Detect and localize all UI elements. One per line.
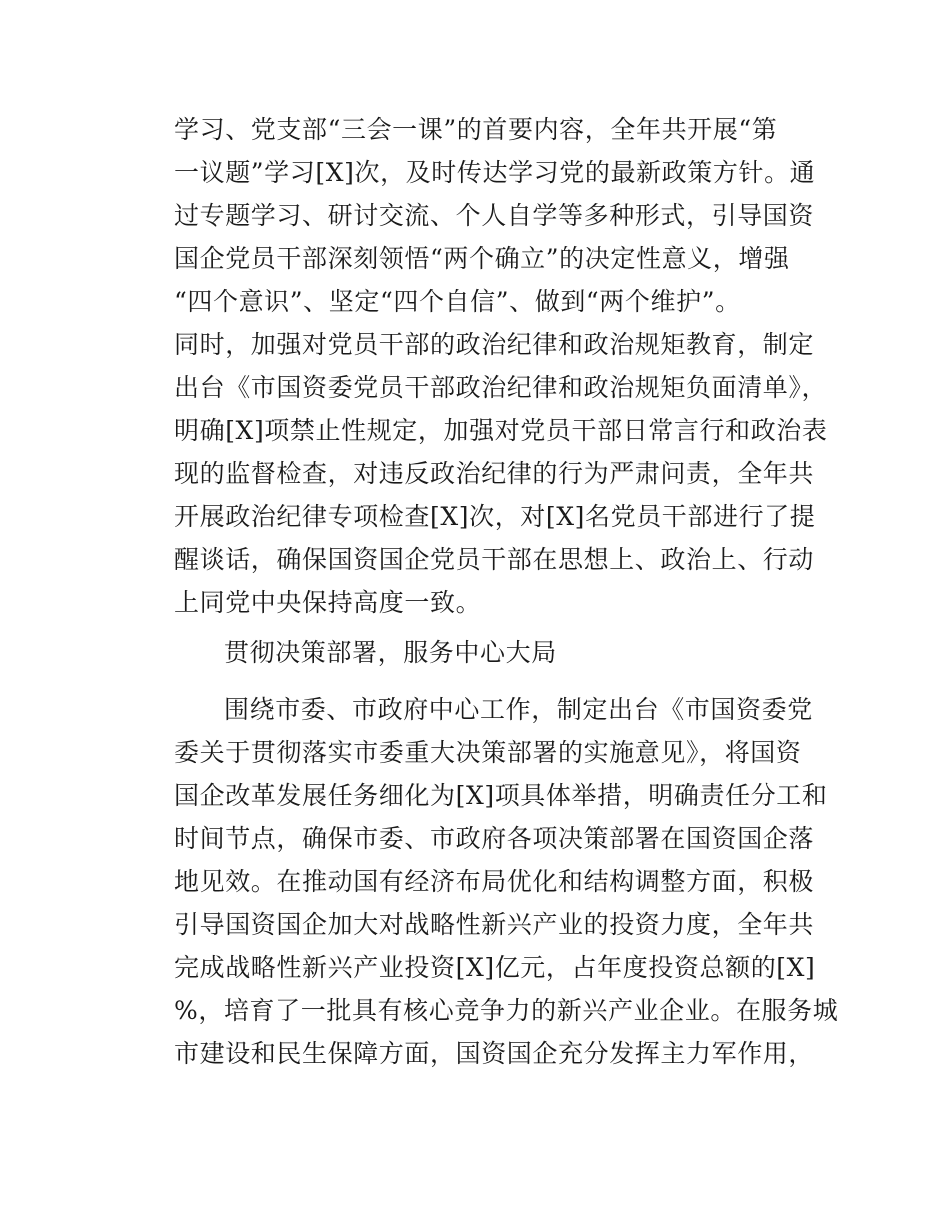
paragraph-line: “四个意识”、坚定“四个自信”、做到“两个维护”。 <box>174 287 741 316</box>
paragraph-line: 明确[X]项禁止性规定，加强对党员干部日常言行和政治表 <box>174 416 828 445</box>
paragraph-line: 围绕市委、市政府中心工作，制定出台《市国资委党 <box>224 695 813 724</box>
paragraph-line: 一议题”学习[X]次，及时传达学习党的最新政策方针。通 <box>174 158 816 187</box>
paragraph-line: %，培育了一批具有核心竞争力的新兴产业企业。在服务城 <box>174 996 839 1025</box>
paragraph-line: 引导国资国企加大对战略性新兴产业的投资力度，全年共 <box>174 910 815 939</box>
paragraph-line: 学习、党支部“三会一课”的首要内容，全年共开展“第 <box>174 115 778 144</box>
section-heading-text: 贯彻决策部署，服务中心大局 <box>224 638 557 667</box>
paragraph-1 <box>174 108 828 624</box>
paragraph-line: 国企党员干部深刻领悟“两个确立”的决定性意义，增强 <box>174 244 790 273</box>
paragraph-line: 市建设和民生保障方面，国资国企充分发挥主力军作用， <box>174 1039 815 1068</box>
paragraph-line: 醒谈话，确保国资国企党员干部在思想上、政治上、行动 <box>174 545 815 574</box>
paragraph-line: 出台《市国资委党员干部政治纪律和政治规矩负面清单》， <box>174 373 828 402</box>
paragraph-line: 委关于贯彻落实市委重大决策部署的实施意见》，将国资 <box>174 738 802 767</box>
paragraph-line: 同时，加强对党员干部的政治纪律和政治规矩教育，制定 <box>174 330 815 359</box>
paragraph-line: 国企改革发展任务细化为[X]项具体举措，明确责任分工和 <box>174 781 828 810</box>
paragraph-line: 时间节点，确保市委、市政府各项决策部署在国资国企落 <box>174 824 815 853</box>
paragraph-line: 完成战略性新兴产业投资[X]亿元，占年度投资总额的[X] <box>174 953 816 982</box>
paragraph-line: 开展政治纪律专项检查[X]次，对[X]名党员干部进行了提 <box>174 502 816 531</box>
paragraph-line: 现的监督检查，对违反政治纪律的行为严肃问责，全年共 <box>174 459 815 488</box>
paragraph-2 <box>174 688 839 1075</box>
paragraph-line: 地见效。在推动国有经济布局优化和结构调整方面，积极 <box>174 867 815 896</box>
section-heading <box>174 631 814 674</box>
paragraph-line: 过专题学习、研讨交流、个人自学等多种形式，引导国资 <box>174 201 815 230</box>
paragraph-line: 上同党中央保持高度一致。 <box>174 588 482 617</box>
